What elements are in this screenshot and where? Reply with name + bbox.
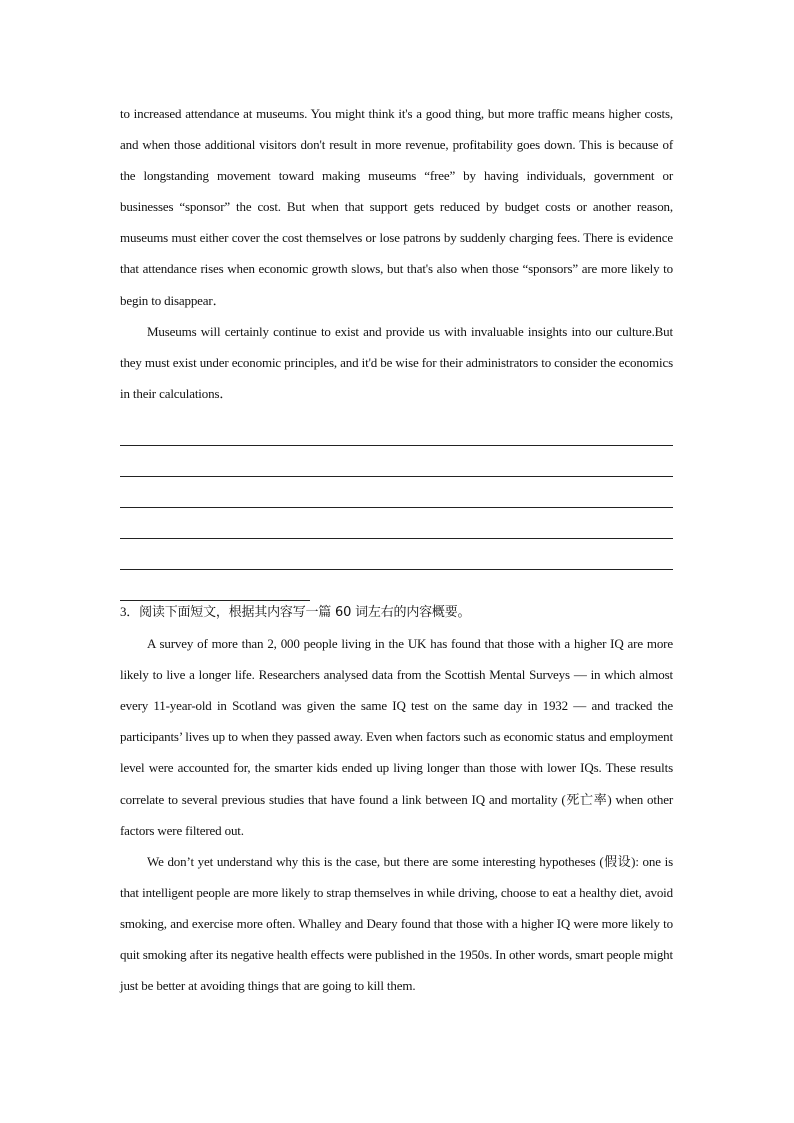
answer-line[interactable] (120, 415, 673, 446)
question-3-paragraph-2: We don’t yet understand why this is the case, but there are some interesting hypotheses (假设): one is that intelligent people are more likely to strap themselves in while driving, choose to eat a healthy diet, avoid smoking, and exercise more often. Whalley and Deary found that those with a higher IQ were more likely to quit smoking after its negative health effects were published in the 1950s. In other words, smart people might just be better at avoiding things that are going to kill them. (120, 853, 673, 994)
answer-line[interactable] (120, 477, 673, 508)
question-number: 3． (120, 604, 140, 619)
passage-1 (120, 98, 673, 409)
answer-line[interactable] (120, 539, 673, 570)
answer-line[interactable] (120, 446, 673, 477)
question-3-heading (120, 596, 673, 628)
answer-lines[interactable] (120, 415, 673, 601)
passage-1-paragraph-1: to increased attendance at museums. You might think it's a good thing, but more traffic means higher costs, and when those additional visitors don't result in more revenue, profitability goes down. This is because of the longstanding movement toward making museums “free” by having individuals, government or businesses “sponsor” the cost. But when that support gets reduced by budget costs or another reason, museums must either cover the cost themselves or lose patrons by suddenly charging fees. There is evidence that attendance rises when economic growth slows, but that's also when those “sponsors” are more likely to begin to disappear． (120, 106, 673, 308)
answer-line[interactable] (120, 508, 673, 539)
passage-1-paragraph-2: Museums will certainly continue to exist and provide us with invaluable insights into our culture.But they must exist under economic principles, and it'd be wise for their administrators to consider the economics in their calculations． (120, 323, 673, 401)
question-3 (120, 596, 673, 1001)
question-3-paragraph-1: A survey of more than 2, 000 people living in the UK has found that those with a higher IQ are more likely to live a longer life. Researchers analysed data from the Scottish Mental Surveys — in which almost every 11-year-old in Scotland was given the same IQ test on the same day in 1932 — and tracked the participants’ lives up to when they passed away. Even when factors such as economic status and employment level were accounted for, the smarter kids ended up living longer than those with lower IQs. These results correlate to several previous studies that have found a link between IQ and mortality (死亡率) when other factors were filtered out. (120, 636, 673, 838)
question-instruction: 阅读下面短文，根据其内容写一篇 60 词左右的内容概要。 (139, 605, 471, 620)
